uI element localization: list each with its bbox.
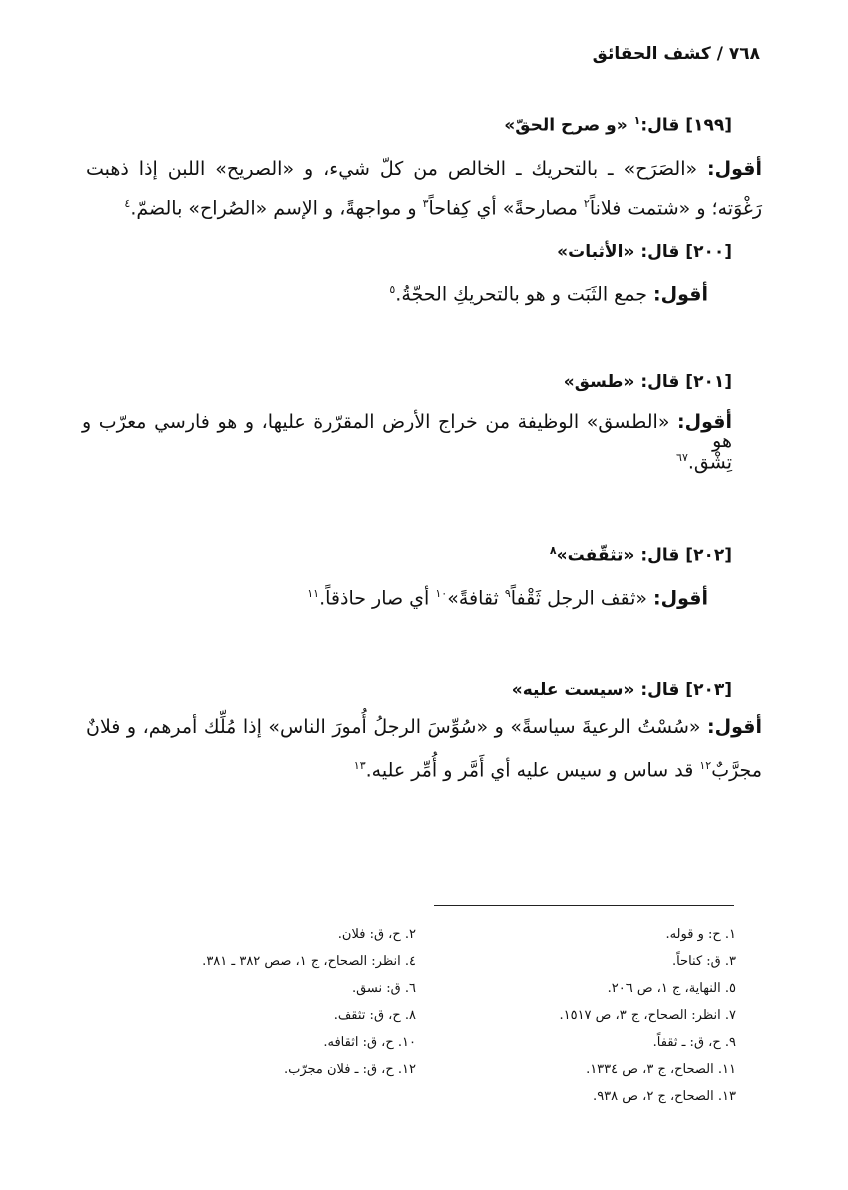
line-text: مصارحةً» أي كِفاحاً [428, 197, 584, 220]
footnote: ١. ح: و قوله. [665, 927, 736, 942]
aqul-label: أقول: [653, 283, 708, 306]
running-header: ٧٦٨ / كشف الحقائق [592, 44, 760, 64]
footnote-marker: ٣ [422, 197, 429, 210]
line-text: تِشْق. [687, 451, 732, 474]
footnote-marker: ٧ [681, 451, 688, 464]
text-line [62, 198, 762, 218]
footnote-marker: ١ [633, 114, 641, 127]
line-text: و مواجهةً، و الإسم «الصُراح» بالضمّ. [130, 197, 423, 220]
line-text: ثقافةً» [447, 587, 505, 610]
footnote: ١٣. الصحاح، ج ٢، ص ٩٣٨. [593, 1089, 736, 1104]
footnote: ٩. ح، ق: ـ ثقفاً. [652, 1035, 736, 1050]
entry-heading: [٢٠١] قال: «طسق» [563, 372, 732, 392]
entry-heading: [٢٠٠] قال: «الأثبات» [557, 242, 732, 262]
footnote: ٣. ق: كناحاً. [671, 954, 736, 969]
entry-heading [112, 544, 732, 566]
line-text: «سُسْتُ الرعيةَ سياسةً» و «سُوِّسَ الرجلُ أُمورَ الناس» إذا مُلِّك أمرهم، و فلانٌ [86, 716, 708, 738]
text-line [86, 718, 762, 737]
footnote: ٥. النهاية، ج ١، ص ٢٠٦. [607, 981, 736, 996]
line-text: «الطسق» الوظيفة من خراج الأرض المقرّرة عليها، و هو فارسي معرّب و هو [82, 411, 732, 452]
footnote: ١١. الصحاح، ج ٣، ص ١٣٣٤. [586, 1062, 736, 1077]
text-line [82, 413, 732, 451]
line-text: رَغْوَته؛ و «شتمت فلاناً [589, 197, 762, 220]
footnote: ٦. ق: نسق. [351, 981, 416, 996]
line-text: مجرَّبٌ [711, 759, 762, 782]
footnote-marker: ١٠ [435, 587, 448, 600]
aqul-label: أقول: [677, 411, 732, 433]
entry-heading-text: [٢٠٢] قال: «تثقّفت» [556, 545, 732, 566]
aqul-label: أقول: [707, 716, 762, 738]
footnote-marker: ١٢ [699, 759, 712, 772]
footnote: ٧. انظر: الصحاح، ج ٣، ص ١٥١٧. [559, 1008, 736, 1023]
footnote: ١٢. ح، ق: ـ فلان مجرّب. [283, 1062, 416, 1077]
line-text: قد ساس و سيس عليه أي أَمَّر و أُمِّر عليه. [365, 759, 700, 782]
footnote-marker: ١٣ [353, 759, 366, 772]
line-text: جمع الثَبَت و هو بالتحريكِ الحجّةُ. [395, 283, 654, 306]
entry-heading [112, 114, 732, 136]
text-line [8, 284, 708, 304]
footnote-marker: ٦ [676, 451, 682, 464]
line-text: أي صار حاذقاً. [319, 587, 436, 610]
footnote-marker: ٤ [124, 197, 131, 210]
line-text: «الصَرَح» ـ بالتحريك ـ الخالص من كلّ شيء، و «الصريح» اللبن إذا ذهبت [86, 158, 708, 180]
text-line [86, 160, 762, 179]
footnote-marker: ٨ [549, 544, 557, 557]
footnote-marker: ٩ [504, 587, 511, 600]
line-text: «ثقف الرجل ثَقْفاً [510, 587, 654, 610]
footnote: ٢. ح، ق: فلان. [337, 927, 416, 942]
entry-heading-quote: «و صرح الحقّ» [504, 115, 634, 136]
aqul-label: أقول: [707, 158, 762, 180]
aqul-label: أقول: [653, 587, 708, 610]
text-line [62, 760, 762, 780]
footnote-divider [434, 905, 734, 906]
entry-heading: [٢٠٣] قال: «سيست عليه» [511, 680, 732, 700]
footnote: ١٠. ح، ق: اثقافه. [323, 1035, 416, 1050]
footnote-marker: ١١ [307, 587, 320, 600]
footnote: ٨. ح، ق: تثقف. [333, 1008, 416, 1023]
entry-heading-text: [١٩٩] قال: [640, 115, 732, 136]
text-line [8, 588, 708, 608]
footnote-marker: ٢ [583, 197, 590, 210]
footnote-marker: ٥ [389, 283, 396, 296]
text-line [32, 452, 732, 472]
footnote: ٤. انظر: الصحاح، ج ١، صص ٣٨٢ ـ ٣٨١. [202, 954, 416, 969]
